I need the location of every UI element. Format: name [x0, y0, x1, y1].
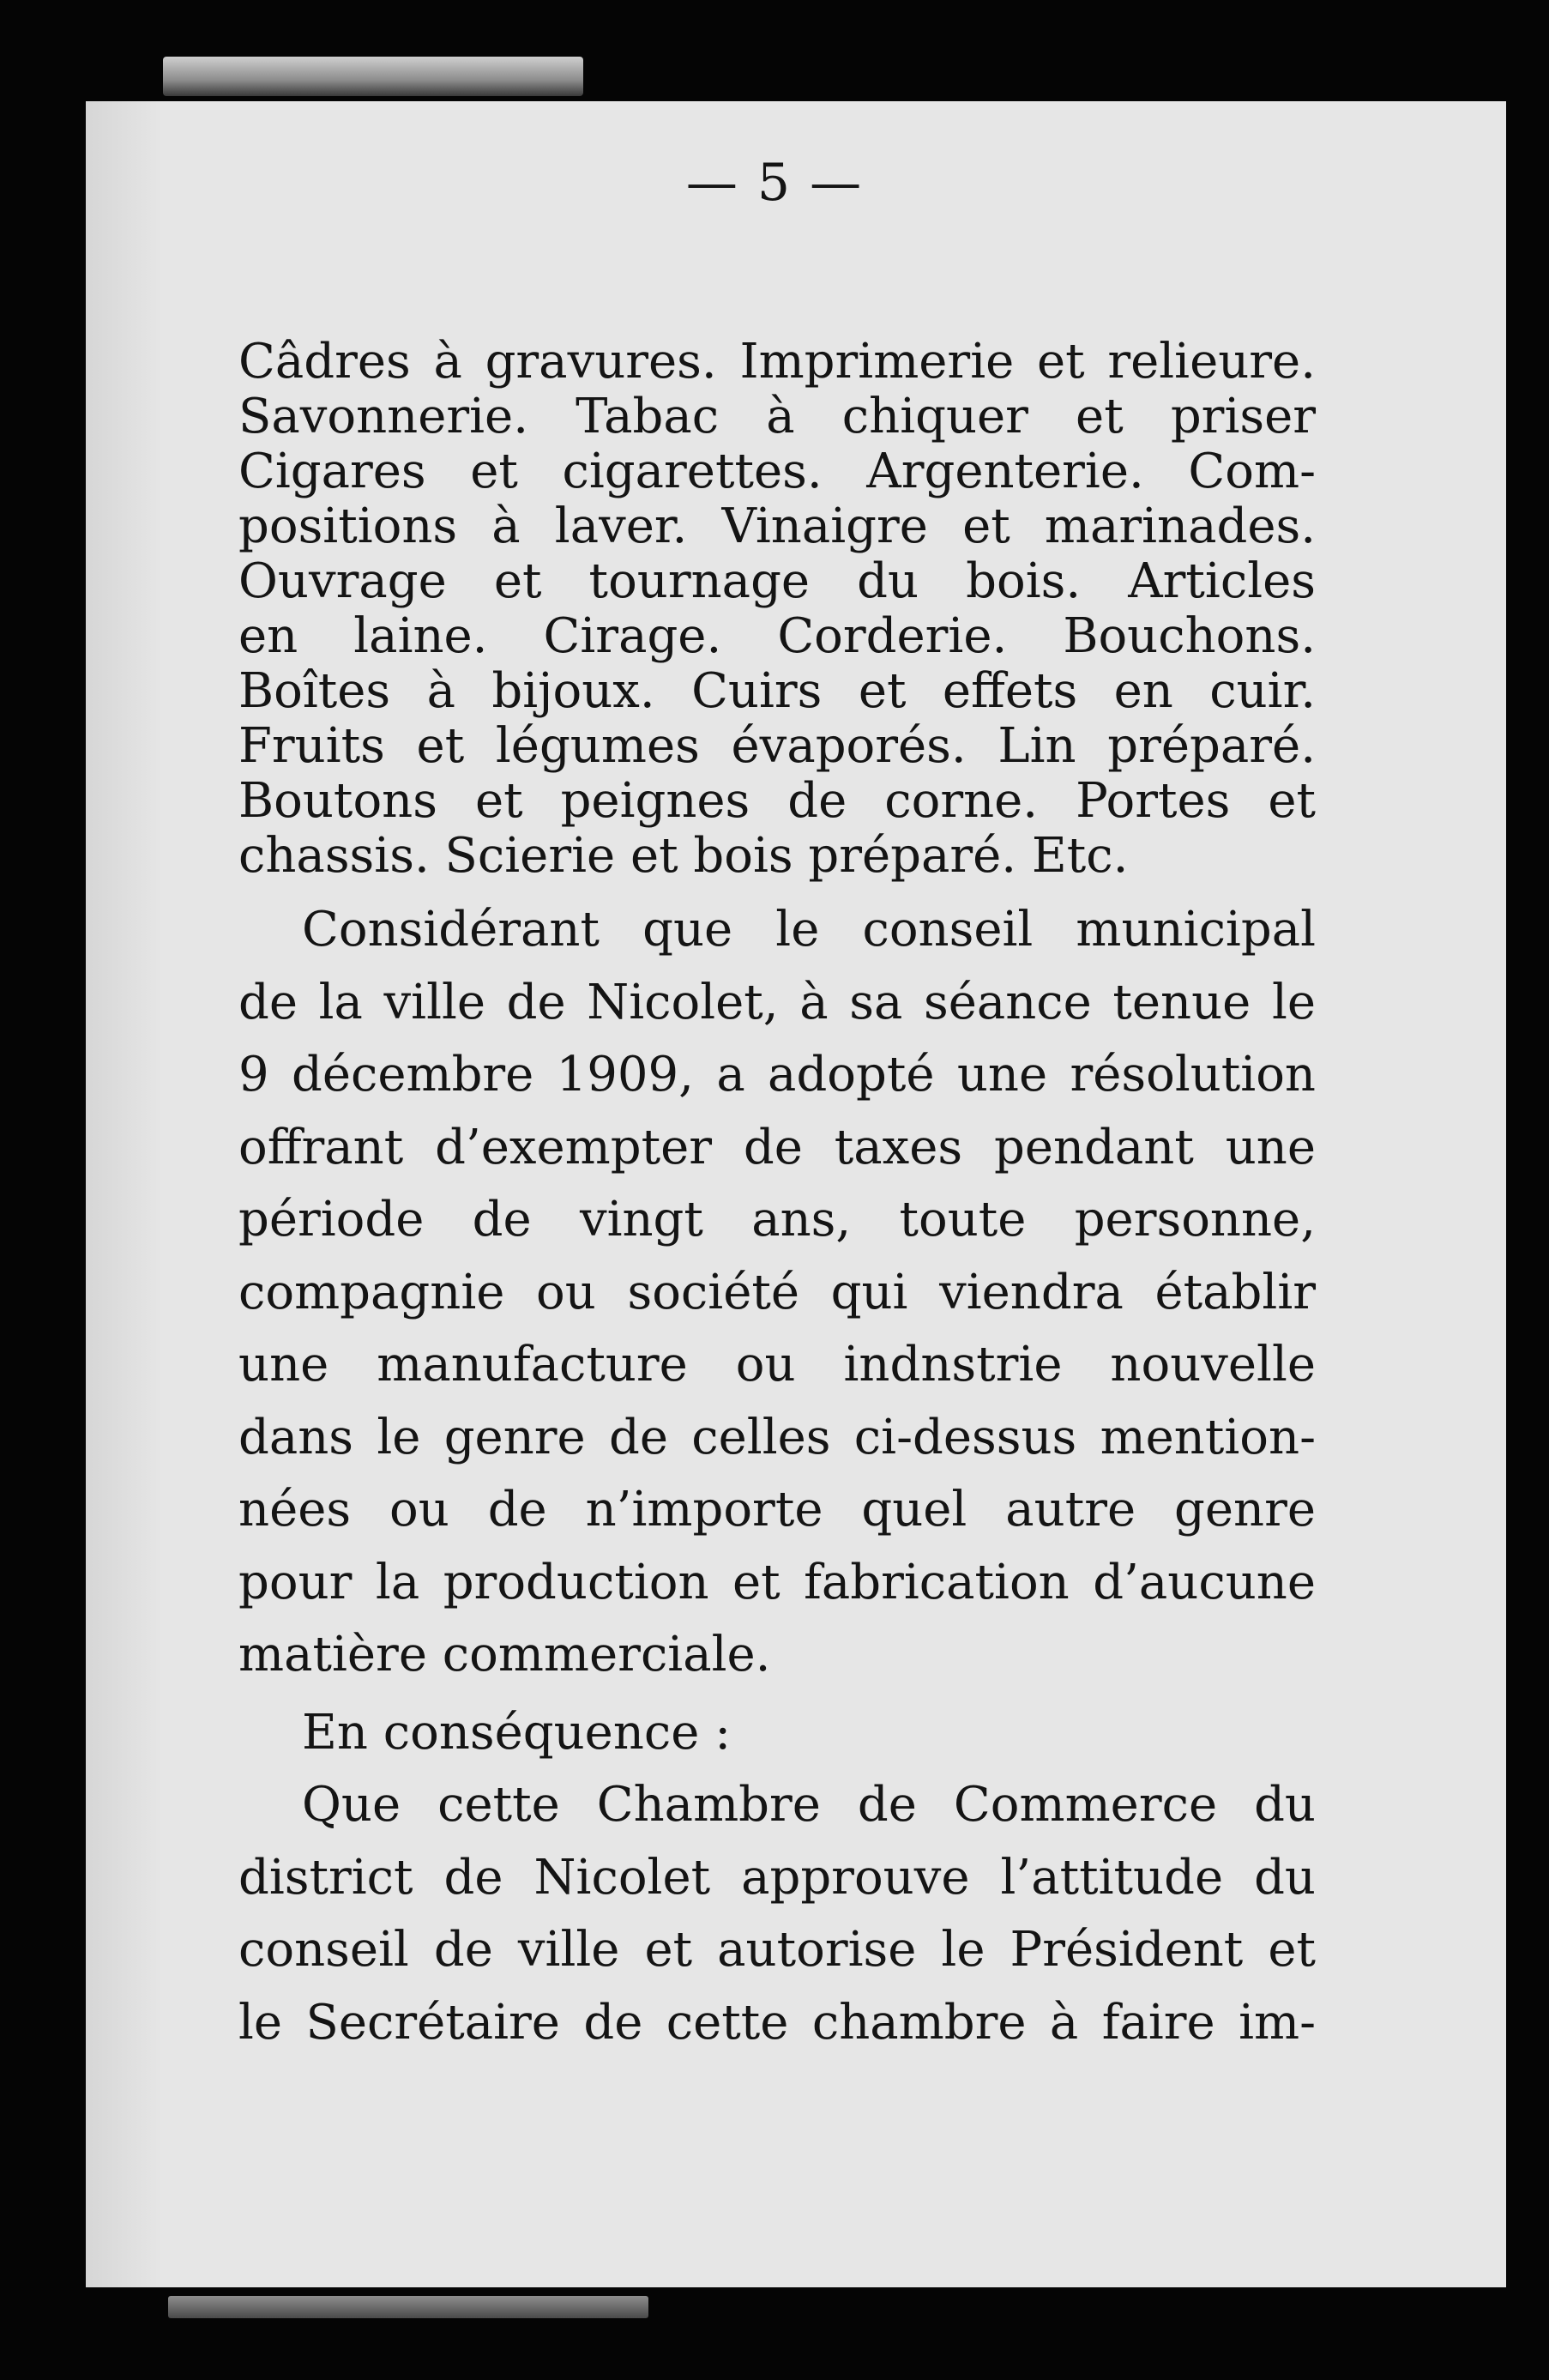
text-line: conseil de ville et autorise le Président et [238, 1922, 1316, 1978]
text-line: chassis. Scierie et bois préparé. Etc. [238, 828, 1129, 884]
text-line: pour la production et fabrication d’aucune [238, 1554, 1316, 1610]
text-line: Considérant que le conseil municipal [302, 902, 1316, 957]
text-line: En conséquence : [302, 1704, 732, 1761]
text-line: période de vingt ans, toute personne, [238, 1192, 1316, 1247]
text-line: nées ou de n’importe quel autre genre [238, 1482, 1316, 1537]
scan-edge-artifact-bottom [168, 2296, 648, 2318]
text-line: en laine. Cirage. Corderie. Bouchons. [238, 608, 1316, 664]
resolution-text [238, 894, 1316, 2059]
text-line: une manufacture ou indnstrie nouvelle [238, 1337, 1316, 1392]
text-line: 9 décembre 1909, a adopté une résolution [238, 1047, 1316, 1102]
text-line: compagnie ou société qui viendra établir [238, 1264, 1316, 1320]
text-line: le Secrétaire de cette chambre à faire im- [238, 1994, 1316, 2051]
page-number: — 5 — [685, 153, 864, 213]
text-line: Cigares et cigarettes. Argenterie. Com- [238, 444, 1316, 499]
text-line: Ouvrage et tournage du bois. Articles [238, 553, 1316, 609]
text-line: Câdres à gravures. Imprimerie et relieure. [238, 334, 1316, 390]
binding-gutter [86, 101, 163, 2287]
scan-edge-artifact-top [163, 57, 583, 96]
text-block [238, 335, 1316, 2059]
text-line: Savonnerie. Tabac à chiquer et priser [238, 389, 1316, 444]
text-line: Fruits et légumes évaporés. Lin préparé. [238, 718, 1316, 774]
text-line: Boutons et peignes de corne. Portes et [238, 773, 1316, 829]
text-line: matière commerciale. [238, 1627, 771, 1682]
text-line: offrant d’exempter de taxes pendant une [238, 1119, 1316, 1175]
text-line: Que cette Chambre de Commerce du [302, 1777, 1316, 1833]
industry-list [238, 335, 1316, 884]
text-line: positions à laver. Vinaigre et marinades. [238, 498, 1316, 554]
text-line: de la ville de Nicolet, à sa séance tenue le [238, 974, 1316, 1030]
text-line: district de Nicolet approuve l’attitude du [238, 1849, 1316, 1906]
text-line: Boîtes à bijoux. Cuirs et effets en cuir. [238, 663, 1316, 719]
text-line: dans le genre de celles ci-dessus mention- [238, 1409, 1316, 1465]
